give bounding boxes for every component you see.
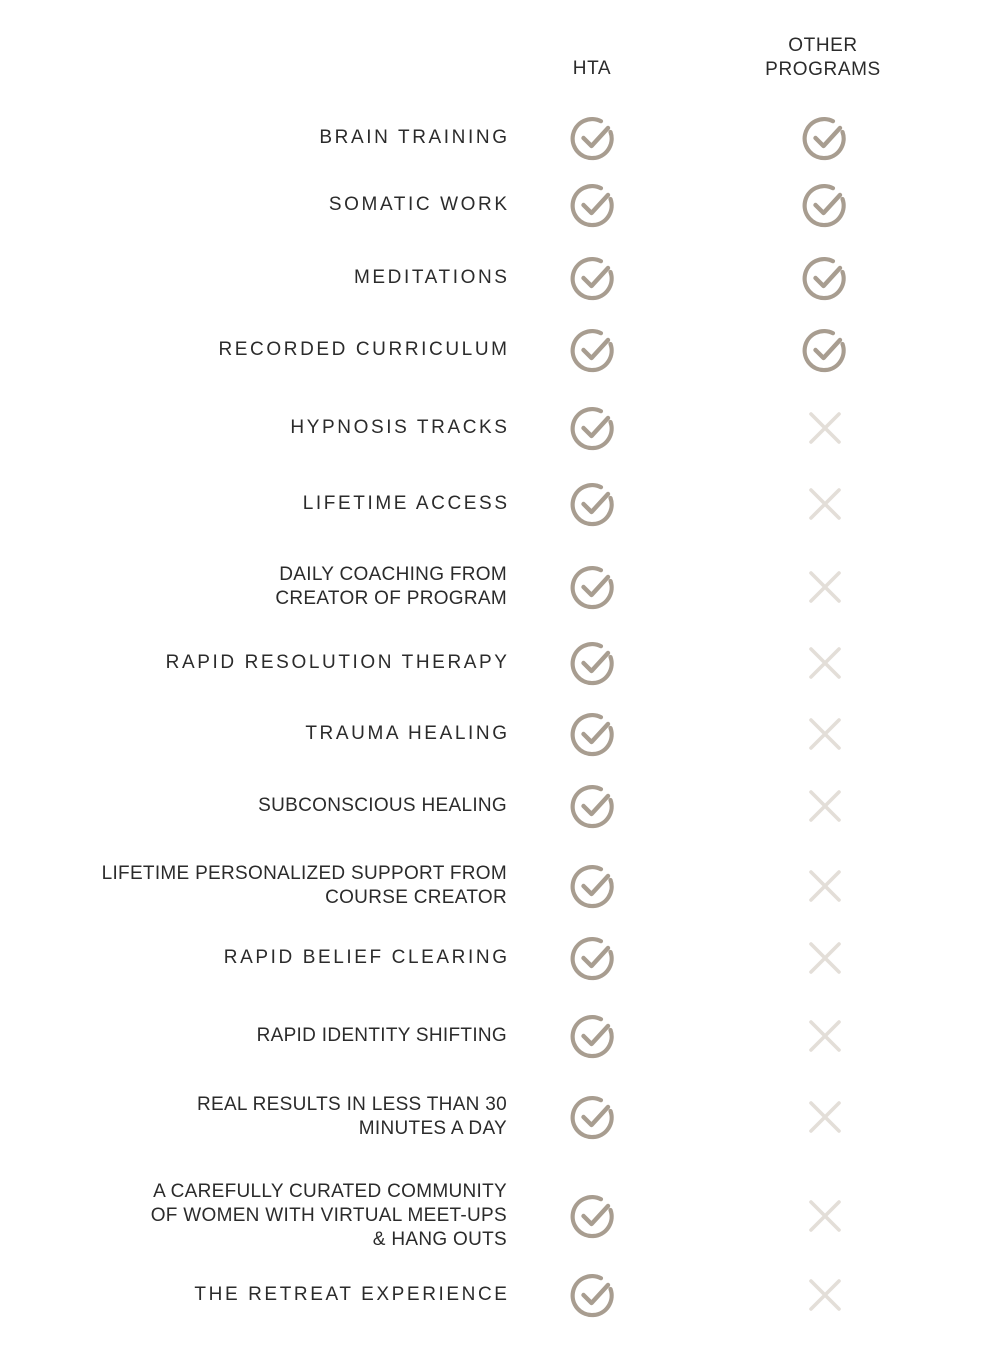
cross-icon <box>801 1093 849 1141</box>
column-header-hta: HTA <box>572 58 612 79</box>
check-icon <box>569 710 617 758</box>
feature-label: BRAIN TRAINING <box>319 127 510 148</box>
feature-label: SUBCONSCIOUS HEALING <box>258 795 507 816</box>
check-icon <box>569 639 617 687</box>
check-icon <box>569 782 617 830</box>
cross-icon <box>801 710 849 758</box>
check-icon <box>569 114 617 162</box>
feature-label: DAILY COACHING FROM CREATOR OF PROGRAM <box>275 564 507 609</box>
check-icon <box>801 114 849 162</box>
check-icon <box>569 563 617 611</box>
column-header-other-programs: OTHER PROGRAMS <box>765 35 881 80</box>
feature-label: A CAREFULLY CURATED COMMUNITY OF WOMEN WITH VIRTUAL MEET-UPS & HANG OUTS <box>150 1181 507 1250</box>
feature-label: THE RETREAT EXPERIENCE <box>194 1284 510 1305</box>
check-icon <box>569 934 617 982</box>
check-icon <box>801 326 849 374</box>
cross-icon <box>801 563 849 611</box>
check-icon <box>801 254 849 302</box>
cross-icon <box>801 1012 849 1060</box>
cross-icon <box>801 934 849 982</box>
cross-icon <box>801 1271 849 1319</box>
check-icon <box>569 1192 617 1240</box>
feature-label: LIFETIME PERSONALIZED SUPPORT FROM COURSE CREATOR <box>101 863 507 908</box>
feature-label: TRAUMA HEALING <box>305 723 510 744</box>
cross-icon <box>801 480 849 528</box>
feature-label: LIFETIME ACCESS <box>302 493 510 514</box>
cross-icon <box>801 782 849 830</box>
feature-label: RAPID BELIEF CLEARING <box>223 947 510 968</box>
feature-label: RAPID RESOLUTION THERAPY <box>165 652 510 673</box>
check-icon <box>569 862 617 910</box>
cross-icon <box>801 1192 849 1240</box>
check-icon <box>569 1093 617 1141</box>
feature-label: RECORDED CURRICULUM <box>218 339 510 360</box>
feature-label: SOMATIC WORK <box>328 194 510 215</box>
feature-label: MEDITATIONS <box>353 267 510 288</box>
cross-icon <box>801 639 849 687</box>
check-icon <box>801 181 849 229</box>
check-icon <box>569 326 617 374</box>
feature-label: RAPID IDENTITY SHIFTING <box>256 1025 507 1046</box>
cross-icon <box>801 862 849 910</box>
check-icon <box>569 181 617 229</box>
feature-label: HYPNOSIS TRACKS <box>290 417 510 438</box>
feature-label: REAL RESULTS IN LESS THAN 30 MINUTES A DAY <box>196 1094 507 1139</box>
cross-icon <box>801 404 849 452</box>
check-icon <box>569 480 617 528</box>
check-icon <box>569 404 617 452</box>
check-icon <box>569 1012 617 1060</box>
check-icon <box>569 1271 617 1319</box>
check-icon <box>569 254 617 302</box>
